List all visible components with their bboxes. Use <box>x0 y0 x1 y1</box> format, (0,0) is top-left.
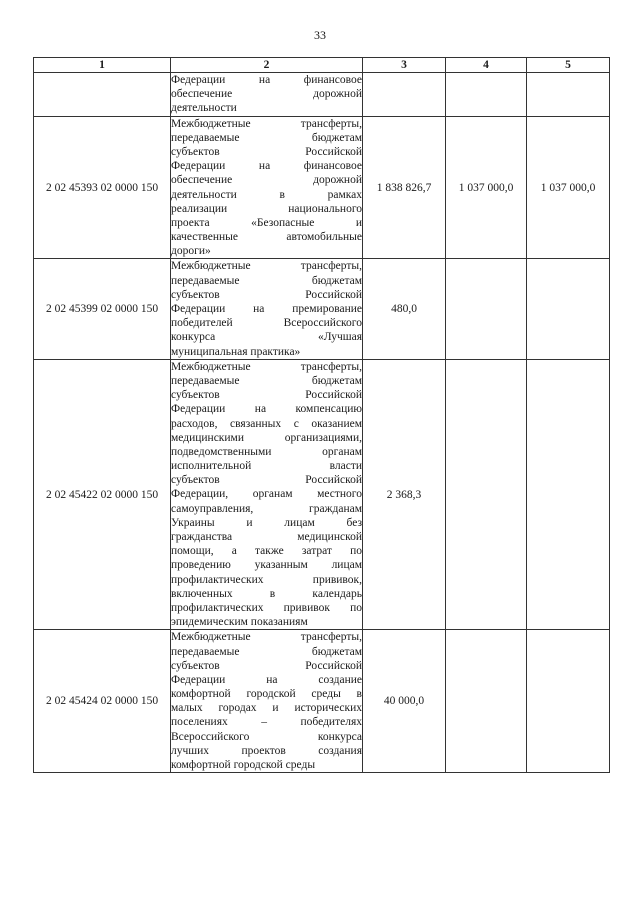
amount-cell-col4 <box>446 630 527 773</box>
description-line: передаваемые бюджетам <box>171 374 362 387</box>
description-line: Федерации на компенсацию <box>171 403 362 416</box>
column-header: 5 <box>527 58 610 73</box>
description-cell <box>171 73 363 117</box>
description-line: Федерации на финансовое <box>171 160 362 173</box>
description-cell <box>171 630 363 773</box>
amount-cell-col4 <box>446 73 527 117</box>
description-line: проекта «Безопасные и <box>171 216 362 229</box>
description-line: Межбюджетные трансферты, <box>171 117 362 130</box>
description-line: победителей Всероссийского <box>171 317 362 330</box>
column-header: 4 <box>446 58 527 73</box>
description-line: субъектов Российской <box>171 474 362 487</box>
table-row <box>34 116 610 259</box>
description-line: Всероссийского конкурса <box>171 730 362 743</box>
description-cell <box>171 359 363 630</box>
budget-code-cell: 2 02 45399 02 0000 150 <box>34 259 171 359</box>
amount-cell-col4 <box>446 259 527 359</box>
description-line: дороги» <box>171 245 211 258</box>
description-line: обеспечение дорожной <box>171 88 362 101</box>
description-line: гражданства медицинской <box>171 531 362 543</box>
description-line: расходов, связанных с оказанием <box>171 417 362 430</box>
column-header: 1 <box>34 58 171 73</box>
budget-code-cell: 2 02 45422 02 0000 150 <box>34 359 171 630</box>
amount-cell-col3: 2 368,3 <box>363 359 446 630</box>
description-cell <box>171 259 363 359</box>
amount-cell-col5: 1 037 000,0 <box>527 116 610 259</box>
description-line: деятельности <box>171 102 237 115</box>
description-line: Украины и лицам без <box>171 516 362 529</box>
description-line: исполнительной власти <box>171 460 362 473</box>
description-line: помощи, а также затрат по <box>171 545 362 558</box>
amount-cell-col5 <box>527 259 610 359</box>
description-cell <box>171 116 363 259</box>
description-line: подведомственными органам <box>171 445 362 458</box>
column-header: 2 <box>171 58 363 73</box>
description-line: деятельности в рамках <box>171 188 362 201</box>
description-line: субъектов Российской <box>171 659 362 672</box>
description-line: Межбюджетные трансферты, <box>171 631 362 644</box>
page-number: 33 <box>314 28 326 42</box>
amount-cell-col3: 40 000,0 <box>363 630 446 773</box>
amount-cell-col3 <box>363 73 446 117</box>
amount-cell-col4: 1 037 000,0 <box>446 116 527 259</box>
description-line: передаваемые бюджетам <box>171 645 362 658</box>
description-line: субъектов Российской <box>171 145 362 158</box>
description-line: самоуправления, гражданам <box>171 502 362 515</box>
description-line: муниципальная практика» <box>171 345 301 358</box>
description-line: Межбюджетные трансферты, <box>171 260 362 273</box>
amount-cell-col5 <box>527 73 610 117</box>
description-line: включенных в календарь <box>171 587 362 600</box>
description-line: поселениях – победителях <box>171 716 362 729</box>
description-line: комфортной городской среды в <box>171 688 362 701</box>
header-row <box>34 58 610 73</box>
description-line: Федерации на финансовое <box>171 74 362 86</box>
description-line: передаваемые бюджетам <box>171 274 362 287</box>
description-line: качественные автомобильные <box>171 231 362 244</box>
description-line: профилактических прививок по <box>171 601 362 614</box>
description-line: малых городах и исторических <box>171 702 362 715</box>
budget-code-cell: 2 02 45393 02 0000 150 <box>34 116 171 259</box>
amount-cell-col3: 1 838 826,7 <box>363 116 446 259</box>
description-line: профилактических прививок, <box>171 573 362 586</box>
budget-code-cell: 2 02 45424 02 0000 150 <box>34 630 171 773</box>
description-line: реализации национального <box>171 202 362 215</box>
description-line: Федерации, органам местного <box>171 488 362 501</box>
description-line: эпидемическим показаниям <box>171 616 308 629</box>
description-line: лучших проектов создания <box>171 744 362 757</box>
budget-code-cell <box>34 73 171 117</box>
description-line: Межбюджетные трансферты, <box>171 360 362 373</box>
description-line: медицинскими организациями, <box>171 431 362 444</box>
table-row <box>34 630 610 773</box>
description-line: субъектов Российской <box>171 288 362 301</box>
table-row <box>34 259 610 359</box>
amount-cell-col5 <box>527 359 610 630</box>
table-row <box>34 359 610 630</box>
description-line: конкурса «Лучшая <box>171 331 362 344</box>
column-header: 3 <box>363 58 446 73</box>
amount-cell-col3: 480,0 <box>363 259 446 359</box>
description-line: проведению указанным лицам <box>171 559 362 572</box>
description-line: комфортной городской среды <box>171 759 316 771</box>
amount-cell-col5 <box>527 630 610 773</box>
budget-table <box>33 57 610 773</box>
description-line: Федерации на создание <box>171 673 362 686</box>
amount-cell-col4 <box>446 359 527 630</box>
description-line: субъектов Российской <box>171 389 362 402</box>
description-line: передаваемые бюджетам <box>171 131 362 144</box>
table-row <box>34 73 610 117</box>
description-line: Федерации на премирование <box>171 303 362 315</box>
description-line: обеспечение дорожной <box>171 174 362 187</box>
